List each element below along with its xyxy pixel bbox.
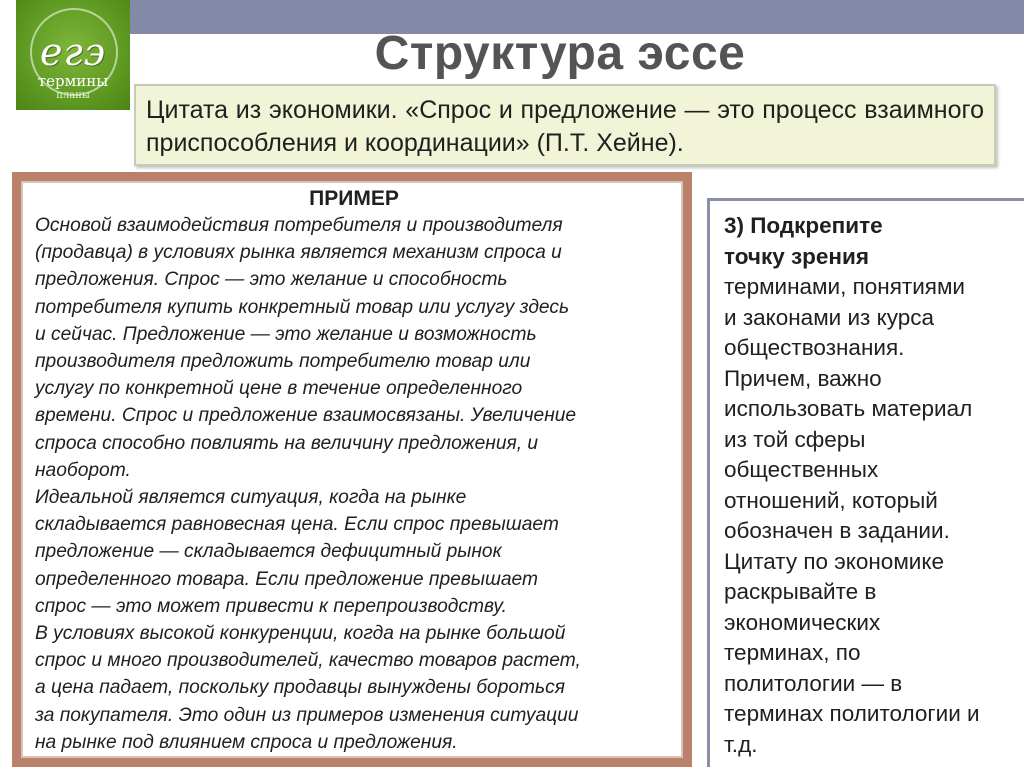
quote-box — [134, 84, 996, 166]
example-title: ПРИМЕР — [309, 187, 399, 210]
slide-title: Структура эссе — [374, 27, 746, 80]
side-panel — [707, 198, 1024, 767]
example-panel — [12, 172, 692, 767]
logo-sub-text-2: планы — [56, 90, 90, 101]
logo-main-text: егэ — [40, 30, 106, 74]
example-panel-inner — [21, 181, 683, 758]
logo-sub-text: термины — [37, 72, 109, 90]
quote-text: Цитата из экономики. «Спрос и предложение — это процесс взаимного приспособления и координации» (П.Т. Хейне). — [146, 96, 984, 157]
ege-logo — [16, 0, 130, 110]
side-heading: 3) Подкрепите точку зрения — [724, 213, 883, 269]
side-text: терминами, понятиями и законами из курса обществознания. Причем, важно использовать материал из той сферы общественных отношений, который обозначен в задании. Цитату по экономике раскрывайте в экономических терминах, по политологии — в терминах политологии и т.д. — [724, 274, 980, 757]
example-text: Основой взаимодействия потребителя и производителя (продавца) в условиях рынка является механизм спроса и предложения. Спрос — это желание и способность потребителя купить конкретный товар или услугу здесь и сейчас. Предложение — это желание и возможность производителя предложить потребителю товар или услугу по конкретной цене в течение определенного времени. Спрос и предложение взаимосвязаны. Увеличение спроса способно повлиять на величину предложения, и наоборот. Идеальной является ситуация, когда на рынке складывается равновесная цена. Если спрос превышает предложение — складывается дефицитный рынок определенного товара. Если предложение превышает спрос — это может привести к перепроизводству. В условиях высокой конкуренции, когда на рынке большой спрос и много производителей, качество товаров растет, а цена падает, поскольку продавцы вынуждены бороться за покупателя. Это один из примеров изменения ситуации на рынке под влиянием спроса и предложения. — [35, 215, 581, 753]
